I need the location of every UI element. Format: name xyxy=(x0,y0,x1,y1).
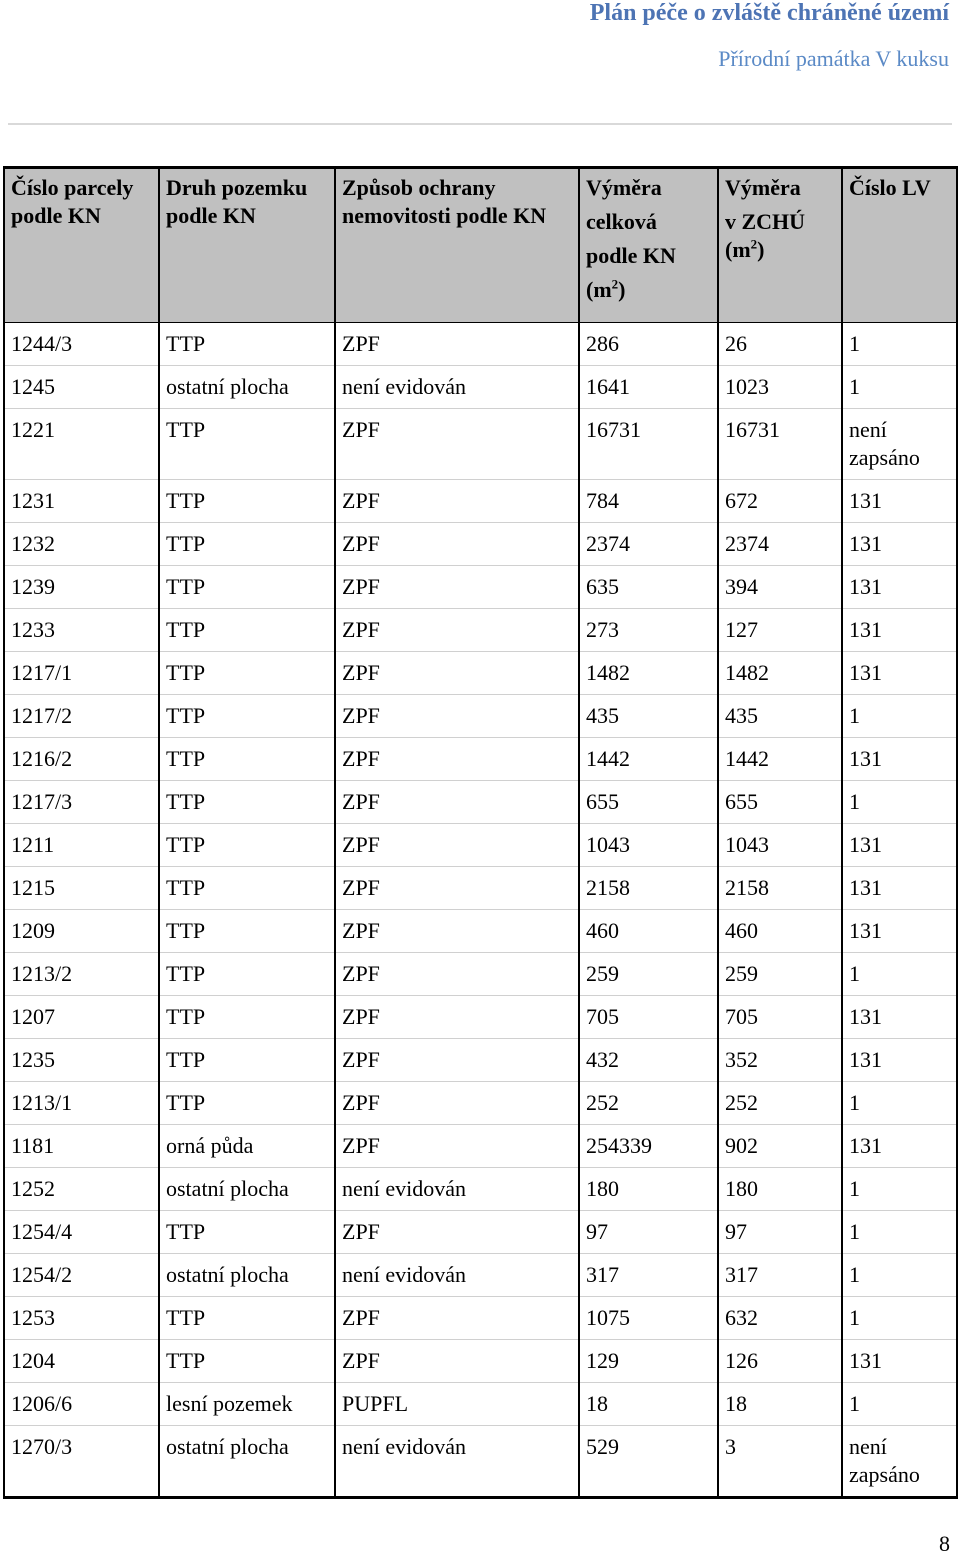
header-unit-text: (m xyxy=(725,237,751,262)
cell-protection-method: ZPF xyxy=(335,1340,579,1383)
cell-area-in-zchu: 460 xyxy=(718,910,842,953)
cell-total-area: 2158 xyxy=(579,867,718,910)
cell-parcel-number: 1206/6 xyxy=(4,1383,159,1426)
cell-protection-method: není evidován xyxy=(335,1426,579,1498)
cell-land-type: TTP xyxy=(159,409,335,480)
cell-protection-method: ZPF xyxy=(335,480,579,523)
cell-parcel-number: 1211 xyxy=(4,824,159,867)
cell-land-type: TTP xyxy=(159,1340,335,1383)
cell-total-area: 705 xyxy=(579,996,718,1039)
cell-parcel-number: 1216/2 xyxy=(4,738,159,781)
cell-parcel-number: 1253 xyxy=(4,1297,159,1340)
header-parcel-number xyxy=(4,168,159,323)
cell-land-type: ostatní plocha xyxy=(159,1254,335,1297)
cell-total-area: 460 xyxy=(579,910,718,953)
cell-area-in-zchu: 180 xyxy=(718,1168,842,1211)
table-row xyxy=(4,1254,957,1297)
cell-lv-number: 131 xyxy=(842,523,957,566)
table-row xyxy=(4,910,957,953)
table-row xyxy=(4,824,957,867)
header-divider xyxy=(8,123,952,125)
header-area-in-zchu xyxy=(718,168,842,323)
cell-parcel-number: 1233 xyxy=(4,609,159,652)
table-row xyxy=(4,1426,957,1498)
table-row xyxy=(4,996,957,1039)
cell-area-in-zchu: 317 xyxy=(718,1254,842,1297)
cell-land-type: TTP xyxy=(159,323,335,366)
cell-area-in-zchu: 252 xyxy=(718,1082,842,1125)
cell-parcel-number: 1239 xyxy=(4,566,159,609)
cell-lv-number: 1 xyxy=(842,781,957,824)
cell-total-area: 180 xyxy=(579,1168,718,1211)
table-row xyxy=(4,1125,957,1168)
cell-lv-number: 1 xyxy=(842,953,957,996)
cell-lv-number: 131 xyxy=(842,910,957,953)
cell-lv-number: 131 xyxy=(842,824,957,867)
header-row xyxy=(4,168,957,323)
header-text: Způsob ochrany xyxy=(342,175,496,200)
header-text: nemovitosti podle KN xyxy=(342,203,547,228)
table-row xyxy=(4,1082,957,1125)
cell-lv-number: 131 xyxy=(842,738,957,781)
cell-land-type: TTP xyxy=(159,1211,335,1254)
cell-total-area: 16731 xyxy=(579,409,718,480)
cell-land-type: lesní pozemek xyxy=(159,1383,335,1426)
cell-land-type: TTP xyxy=(159,523,335,566)
cell-land-type: ostatní plocha xyxy=(159,366,335,409)
cell-area-in-zchu: 1482 xyxy=(718,652,842,695)
cell-land-type: TTP xyxy=(159,953,335,996)
cell-area-in-zchu: 352 xyxy=(718,1039,842,1082)
cell-land-type: TTP xyxy=(159,867,335,910)
cell-lv-number: 1 xyxy=(842,1082,957,1125)
cell-protection-method: není evidován xyxy=(335,1254,579,1297)
cell-lv-number: 1 xyxy=(842,1297,957,1340)
cell-land-type: TTP xyxy=(159,609,335,652)
cell-lv-number: 1 xyxy=(842,1168,957,1211)
cell-total-area: 252 xyxy=(579,1082,718,1125)
cell-lv-number: není zapsáno xyxy=(842,409,957,480)
header-text: podle KN xyxy=(11,203,101,228)
cell-lv-number: 131 xyxy=(842,996,957,1039)
page-number: 8 xyxy=(939,1531,950,1556)
cell-lv-number: není zapsáno xyxy=(842,1426,957,1498)
cell-total-area: 286 xyxy=(579,323,718,366)
cell-protection-method: ZPF xyxy=(335,652,579,695)
cell-protection-method: ZPF xyxy=(335,910,579,953)
cell-lv-number: 131 xyxy=(842,480,957,523)
cell-area-in-zchu: 2158 xyxy=(718,867,842,910)
cell-protection-method: ZPF xyxy=(335,867,579,910)
cell-area-in-zchu: 127 xyxy=(718,609,842,652)
header-total-area xyxy=(579,168,718,323)
page-header xyxy=(590,0,949,71)
header-text: podle KN xyxy=(586,243,676,268)
cell-land-type: ostatní plocha xyxy=(159,1168,335,1211)
cell-parcel-number: 1245 xyxy=(4,366,159,409)
table-row xyxy=(4,566,957,609)
cell-area-in-zchu: 672 xyxy=(718,480,842,523)
cell-area-in-zchu: 126 xyxy=(718,1340,842,1383)
header-text: Číslo LV xyxy=(849,175,931,200)
document-title: Plán péče o zvláště chráněné území xyxy=(589,0,949,26)
cell-lv-number: 1 xyxy=(842,695,957,738)
cell-area-in-zchu: 97 xyxy=(718,1211,842,1254)
cell-protection-method: ZPF xyxy=(335,738,579,781)
document-subtitle: Přírodní památka V kuksu xyxy=(718,46,949,71)
cell-protection-method: ZPF xyxy=(335,953,579,996)
header-unit-text: (m xyxy=(586,277,612,302)
cell-protection-method: ZPF xyxy=(335,1297,579,1340)
header-unit xyxy=(586,276,711,304)
header-unit-close: ) xyxy=(757,237,765,262)
header-land-type xyxy=(159,168,335,323)
cell-parcel-number: 1254/4 xyxy=(4,1211,159,1254)
cell-lv-number: 131 xyxy=(842,1039,957,1082)
cell-parcel-number: 1217/1 xyxy=(4,652,159,695)
cell-total-area: 432 xyxy=(579,1039,718,1082)
cell-protection-method: ZPF xyxy=(335,781,579,824)
header-protection-method xyxy=(335,168,579,323)
cell-land-type: TTP xyxy=(159,1082,335,1125)
cell-total-area: 259 xyxy=(579,953,718,996)
cell-protection-method: ZPF xyxy=(335,1125,579,1168)
header-text: podle KN xyxy=(166,203,256,228)
cell-protection-method: PUPFL xyxy=(335,1383,579,1426)
cell-land-type: TTP xyxy=(159,738,335,781)
cell-land-type: TTP xyxy=(159,781,335,824)
cell-lv-number: 1 xyxy=(842,1254,957,1297)
table-row xyxy=(4,867,957,910)
cell-protection-method: není evidován xyxy=(335,366,579,409)
cell-lv-number: 131 xyxy=(842,1125,957,1168)
cell-total-area: 129 xyxy=(579,1340,718,1383)
cell-land-type: TTP xyxy=(159,566,335,609)
table-row xyxy=(4,953,957,996)
table-row xyxy=(4,1211,957,1254)
header-text: Druh pozemku xyxy=(166,175,308,200)
cell-parcel-number: 1204 xyxy=(4,1340,159,1383)
table-row xyxy=(4,323,957,366)
cell-protection-method: ZPF xyxy=(335,996,579,1039)
cell-parcel-number: 1207 xyxy=(4,996,159,1039)
cell-total-area: 1075 xyxy=(579,1297,718,1340)
cell-parcel-number: 1270/3 xyxy=(4,1426,159,1498)
header-unit xyxy=(725,236,835,264)
cell-protection-method: ZPF xyxy=(335,1082,579,1125)
table-row xyxy=(4,409,957,480)
header-text: Výměra xyxy=(586,175,662,200)
cell-area-in-zchu: 435 xyxy=(718,695,842,738)
cell-parcel-number: 1217/2 xyxy=(4,695,159,738)
cell-area-in-zchu: 16731 xyxy=(718,409,842,480)
cell-area-in-zchu: 3 xyxy=(718,1426,842,1498)
header-text: v ZCHÚ xyxy=(725,209,806,234)
table-row xyxy=(4,1340,957,1383)
cell-parcel-number: 1235 xyxy=(4,1039,159,1082)
cell-land-type: TTP xyxy=(159,996,335,1039)
cell-area-in-zchu: 655 xyxy=(718,781,842,824)
cell-lv-number: 131 xyxy=(842,609,957,652)
cell-total-area: 635 xyxy=(579,566,718,609)
cell-parcel-number: 1232 xyxy=(4,523,159,566)
cell-total-area: 1641 xyxy=(579,366,718,409)
cell-area-in-zchu: 1043 xyxy=(718,824,842,867)
table-row xyxy=(4,1168,957,1211)
cell-area-in-zchu: 1442 xyxy=(718,738,842,781)
cell-area-in-zchu: 1023 xyxy=(718,366,842,409)
cell-parcel-number: 1217/3 xyxy=(4,781,159,824)
header-unit-exponent: 2 xyxy=(611,276,619,292)
cell-lv-number: 1 xyxy=(842,366,957,409)
cell-parcel-number: 1181 xyxy=(4,1125,159,1168)
cell-total-area: 1442 xyxy=(579,738,718,781)
table-row xyxy=(4,695,957,738)
cell-parcel-number: 1221 xyxy=(4,409,159,480)
table-row xyxy=(4,523,957,566)
table-row xyxy=(4,652,957,695)
cell-total-area: 784 xyxy=(579,480,718,523)
cell-land-type: orná půda xyxy=(159,1125,335,1168)
cell-parcel-number: 1244/3 xyxy=(4,323,159,366)
cell-lv-number: 131 xyxy=(842,867,957,910)
cell-total-area: 254339 xyxy=(579,1125,718,1168)
cell-lv-number: 131 xyxy=(842,1340,957,1383)
table-row xyxy=(4,480,957,523)
cell-area-in-zchu: 394 xyxy=(718,566,842,609)
cell-land-type: TTP xyxy=(159,910,335,953)
cell-total-area: 273 xyxy=(579,609,718,652)
cell-area-in-zchu: 259 xyxy=(718,953,842,996)
cell-land-type: TTP xyxy=(159,480,335,523)
cell-area-in-zchu: 705 xyxy=(718,996,842,1039)
cell-land-type: TTP xyxy=(159,652,335,695)
cell-parcel-number: 1213/1 xyxy=(4,1082,159,1125)
header-unit-exponent: 2 xyxy=(750,236,758,252)
cell-protection-method: ZPF xyxy=(335,1211,579,1254)
cell-protection-method: ZPF xyxy=(335,323,579,366)
parcel-table xyxy=(3,166,958,1499)
cell-lv-number: 131 xyxy=(842,566,957,609)
cell-protection-method: není evidován xyxy=(335,1168,579,1211)
table-row xyxy=(4,1383,957,1426)
table-row xyxy=(4,738,957,781)
table-row xyxy=(4,609,957,652)
cell-protection-method: ZPF xyxy=(335,409,579,480)
cell-lv-number: 1 xyxy=(842,1211,957,1254)
cell-total-area: 1482 xyxy=(579,652,718,695)
cell-land-type: TTP xyxy=(159,1039,335,1082)
cell-protection-method: ZPF xyxy=(335,695,579,738)
header-text: Výměra xyxy=(725,175,801,200)
cell-land-type: TTP xyxy=(159,695,335,738)
cell-total-area: 97 xyxy=(579,1211,718,1254)
header-text: celková xyxy=(586,209,657,234)
table-row xyxy=(4,1297,957,1340)
cell-total-area: 435 xyxy=(579,695,718,738)
cell-area-in-zchu: 902 xyxy=(718,1125,842,1168)
table-row xyxy=(4,366,957,409)
cell-land-type: TTP xyxy=(159,1297,335,1340)
cell-lv-number: 131 xyxy=(842,652,957,695)
cell-protection-method: ZPF xyxy=(335,609,579,652)
cell-protection-method: ZPF xyxy=(335,566,579,609)
header-unit-close: ) xyxy=(618,277,626,302)
header-text: Číslo parcely xyxy=(11,175,134,200)
cell-parcel-number: 1215 xyxy=(4,867,159,910)
cell-parcel-number: 1209 xyxy=(4,910,159,953)
cell-total-area: 529 xyxy=(579,1426,718,1498)
table-header xyxy=(4,168,957,323)
cell-total-area: 1043 xyxy=(579,824,718,867)
cell-area-in-zchu: 26 xyxy=(718,323,842,366)
cell-total-area: 2374 xyxy=(579,523,718,566)
table-row xyxy=(4,781,957,824)
cell-protection-method: ZPF xyxy=(335,523,579,566)
cell-total-area: 18 xyxy=(579,1383,718,1426)
cell-lv-number: 1 xyxy=(842,1383,957,1426)
cell-land-type: ostatní plocha xyxy=(159,1426,335,1498)
cell-area-in-zchu: 632 xyxy=(718,1297,842,1340)
cell-total-area: 655 xyxy=(579,781,718,824)
cell-lv-number: 1 xyxy=(842,323,957,366)
cell-parcel-number: 1252 xyxy=(4,1168,159,1211)
cell-parcel-number: 1213/2 xyxy=(4,953,159,996)
cell-area-in-zchu: 2374 xyxy=(718,523,842,566)
cell-land-type: TTP xyxy=(159,824,335,867)
cell-area-in-zchu: 18 xyxy=(718,1383,842,1426)
cell-protection-method: ZPF xyxy=(335,1039,579,1082)
header-lv-number xyxy=(842,168,957,323)
cell-parcel-number: 1231 xyxy=(4,480,159,523)
table-body xyxy=(4,323,957,1498)
cell-parcel-number: 1254/2 xyxy=(4,1254,159,1297)
cell-total-area: 317 xyxy=(579,1254,718,1297)
cell-protection-method: ZPF xyxy=(335,824,579,867)
table-row xyxy=(4,1039,957,1082)
